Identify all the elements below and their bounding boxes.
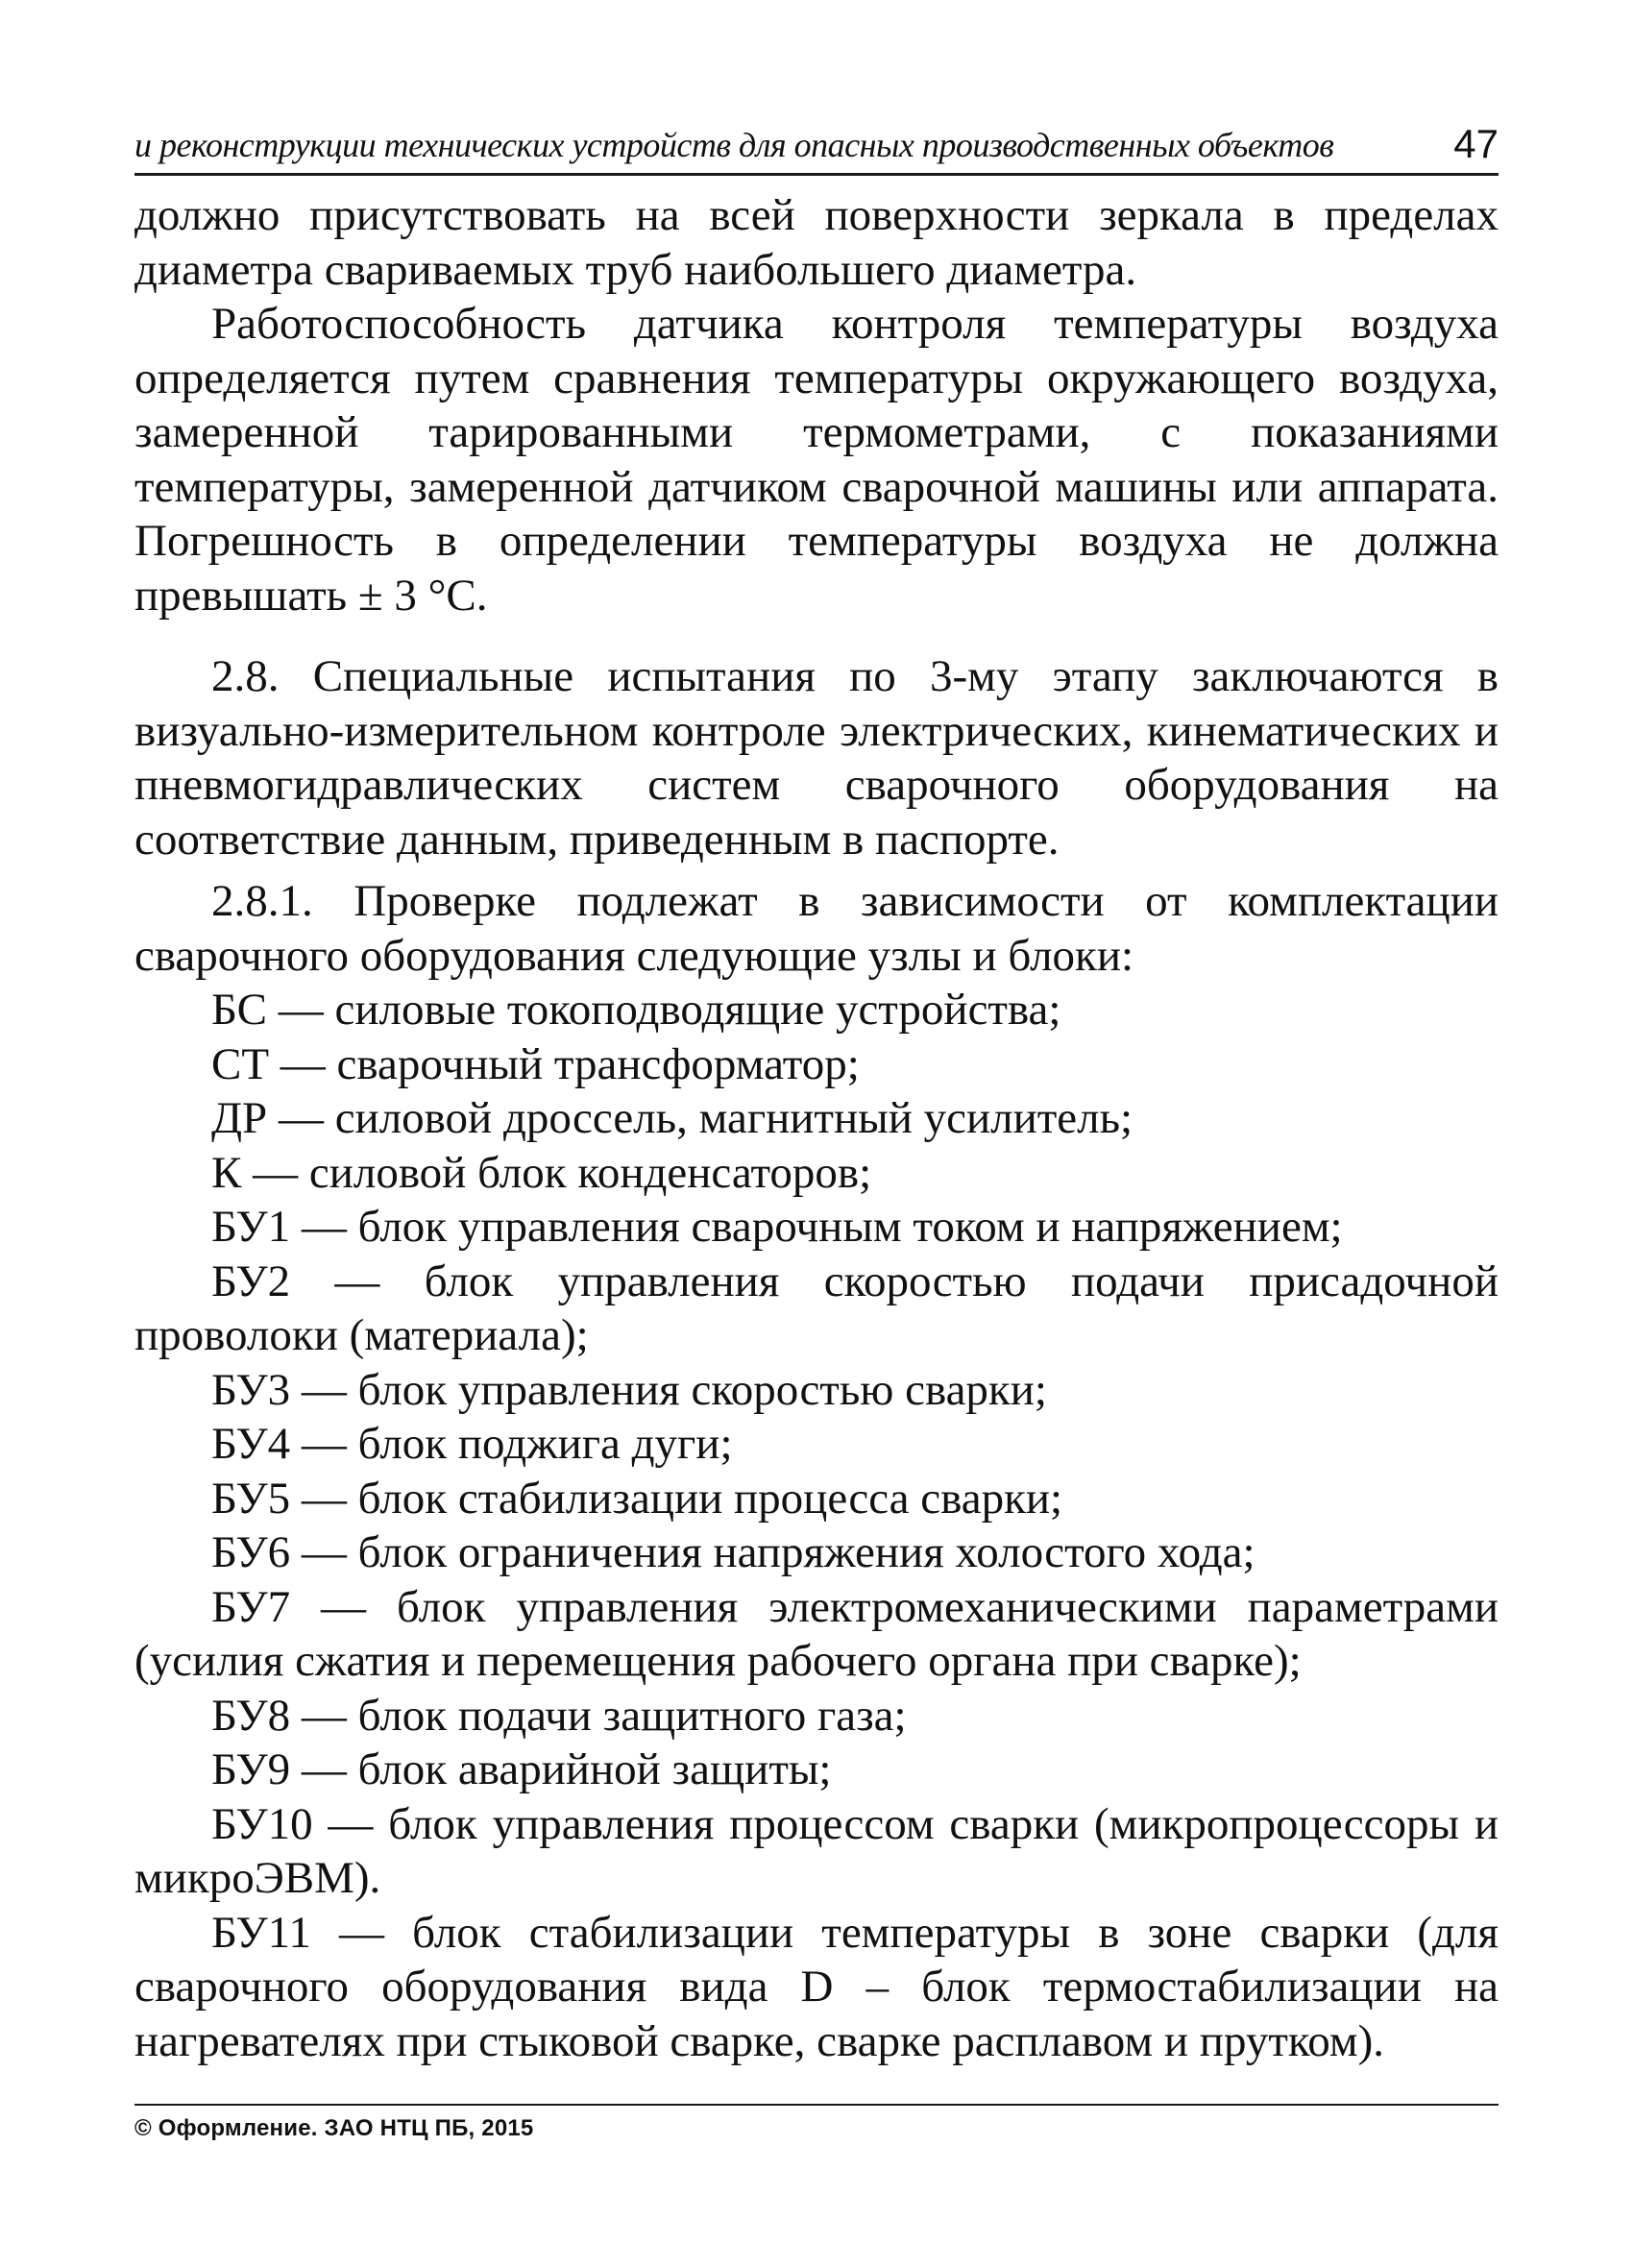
unit-list-item: БУ6 — блок ограничения напряжения холостого хода; (211, 1527, 1255, 1577)
unit-list-item: ДР — силовой дроссель, магнитный усилитель; (211, 1093, 1133, 1143)
unit-list-item: БУ11 — блок стабилизации температуры в зоне сварки (для сварочного оборудования вида D – блок термостабилизации на нагревателях при стыковой сварке, сварке расплавом и прутком). (134, 1907, 1499, 2066)
unit-list-item: БУ7 — блок управления электромеханическими параметрами (усилия сжатия и перемещения рабочего органа при сварке); (134, 1581, 1499, 1686)
paragraph-2-8-1: 2.8.1. Проверке подлежат в зависимости от комплектации сварочного оборудования следующие узлы и блоки: (134, 876, 1499, 981)
page-number: 47 (1453, 121, 1499, 166)
unit-list-item: БС — силовые токоподводящие устройства; (211, 985, 1061, 1035)
unit-list-item: К — силовой блок конденсаторов; (211, 1147, 872, 1198)
running-header-title: и реконструкции технических устройств для опасных производственных объектов (134, 126, 1334, 164)
unit-list-item: БУ8 — блок подачи защитного газа; (211, 1690, 907, 1741)
unit-list-item: БУ5 — блок стабилизации процесса сварки; (211, 1473, 1063, 1524)
unit-list-item: БУ3 — блок управления скоростью сварки; (211, 1364, 1047, 1415)
unit-list-item: СТ — сварочный трансформатор; (211, 1038, 860, 1089)
paragraph-sensor-check: Работоспособность датчика контроля температуры воздуха определяется путем сравнения температуры окружающего воздуха, замеренной тарированными термометрами, с показаниями температуры, замеренной датчиком сварочной машины или аппарата. Погрешность в определении температуры воздуха не должна превышать ± 3 °С. (134, 299, 1499, 621)
page-footer (134, 2104, 1499, 2142)
unit-list-item: БУ4 — блок поджига дуги; (211, 1419, 733, 1469)
paragraph-2-8: 2.8. Специальные испытания по 3-му этапу заключаются в визуально-измерительном контроле электрических, кинематических и пневмогидравлических систем сварочного оборудования на соответствие данным, приведенным в паспорте. (134, 651, 1499, 865)
body-text (134, 188, 1499, 2068)
unit-list-item: БУ9 — блок аварийной защиты; (211, 1744, 832, 1794)
book-page (134, 113, 1499, 2188)
running-header (134, 113, 1499, 176)
unit-list-item: БУ10 — блок управления процессом сварки (микропроцессоры и микроЭВМ). (134, 1798, 1499, 1903)
unit-list-item: БУ2 — блок управления скоростью подачи присадочной проволоки (материала); (134, 1256, 1499, 1360)
unit-list-item: БУ1 — блок управления сварочным током и напряжением; (211, 1202, 1343, 1252)
copyright-notice: © Оформление. ЗАО НТЦ ПБ, 2015 (134, 2115, 534, 2141)
paragraph-continued: должно присутствовать на всей поверхности зеркала в пределах диаметра свариваемых труб наибольшего диаметра. (134, 190, 1499, 295)
